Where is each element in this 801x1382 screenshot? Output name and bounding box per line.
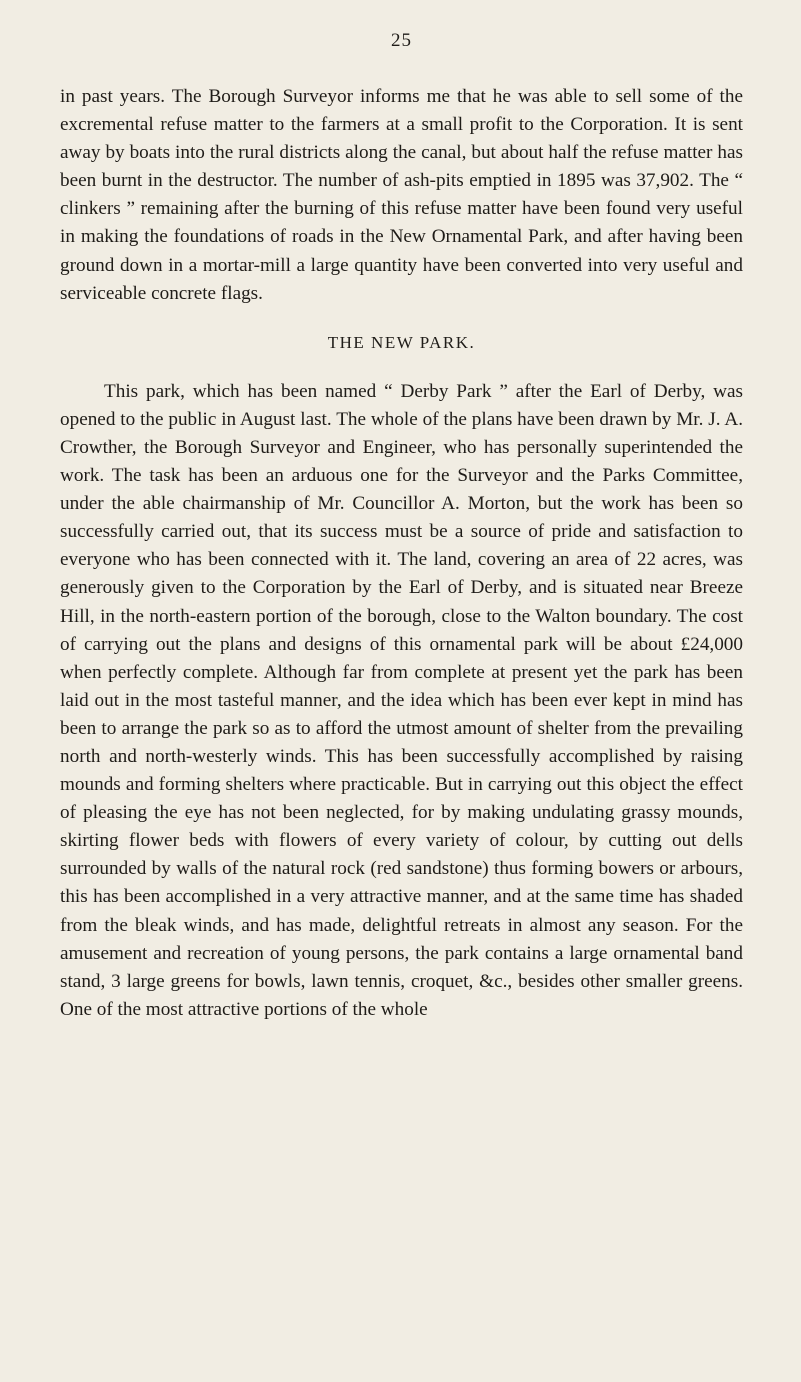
section-heading: THE NEW PARK. (327, 332, 476, 352)
paragraph-new-park: This park, which has been named “ Derby Park ” after the Earl of Derby, was opened to the public in August last. The whole of the plans have been drawn by Mr. J. A. Crowther, the Borough Surveyor and Engineer, who has personally superintended the work. The task has been an arduous one for the Surveyor and the Parks Committee, under the able chairmanship of Mr. Councillor A. Morton, but the work has been so successfully carried out, that its success must be a source of pride and satisfaction to everyone who has been connected with it. The land, covering an area of 22 acres, was generously given to the Corporation by the Earl of Derby, and is situated near Breeze Hill, in the north-eastern portion of the borough, close to the Walton boundary. The cost of carrying out the plans and designs of this ornamental park will be about £24,000 when perfectly complete. Although far from complete at present yet the park has been laid out in the most tasteful manner, and the idea which has been ever kept in mind has been to arrange the park so as to afford the utmost amount of shelter from the prevailing north and north-westerly winds. This has been successfully accomplished by raising mounds and forming shelters where practicable. But in carrying out this object the effect of pleasing the eye has not been neglected, for by making undulating grassy mounds, skirting flower beds with flowers of every variety of colour, by cutting out dells surrounded by walls of the natural rock (red sandstone) thus forming bowers or arbours, this has been accomplished in a very attractive manner, and at the same time has shaded from the bleak winds, and has made, delightful retreats in almost any season. For the amusement and recreation of young persons, the park contains a large ornamental band stand, 3 large greens for bowls, lawn tennis, croquet, &c., besides other smaller greens. One of the most attractive portions of the whole (60, 380, 743, 1020)
paragraph-refuse: in past years. The Borough Surveyor informs me that he was able to sell some of the excremental refuse matter to the farmers at a small profit to the Corporation. It is sent away by boats into the rural districts along the canal, but about half the refuse matter has been burnt in the destructor. The number of ash-pits emptied in 1895 was 37,902. The “ clinkers ” remaining after the burning of this refuse matter have been found very useful in making the foundations of roads in the New Ornamental Park, and after having been ground down in a mortar-mill a large quantity have been converted into very useful and serviceable concrete flags. (60, 86, 743, 304)
page-number: 25 (391, 30, 412, 51)
